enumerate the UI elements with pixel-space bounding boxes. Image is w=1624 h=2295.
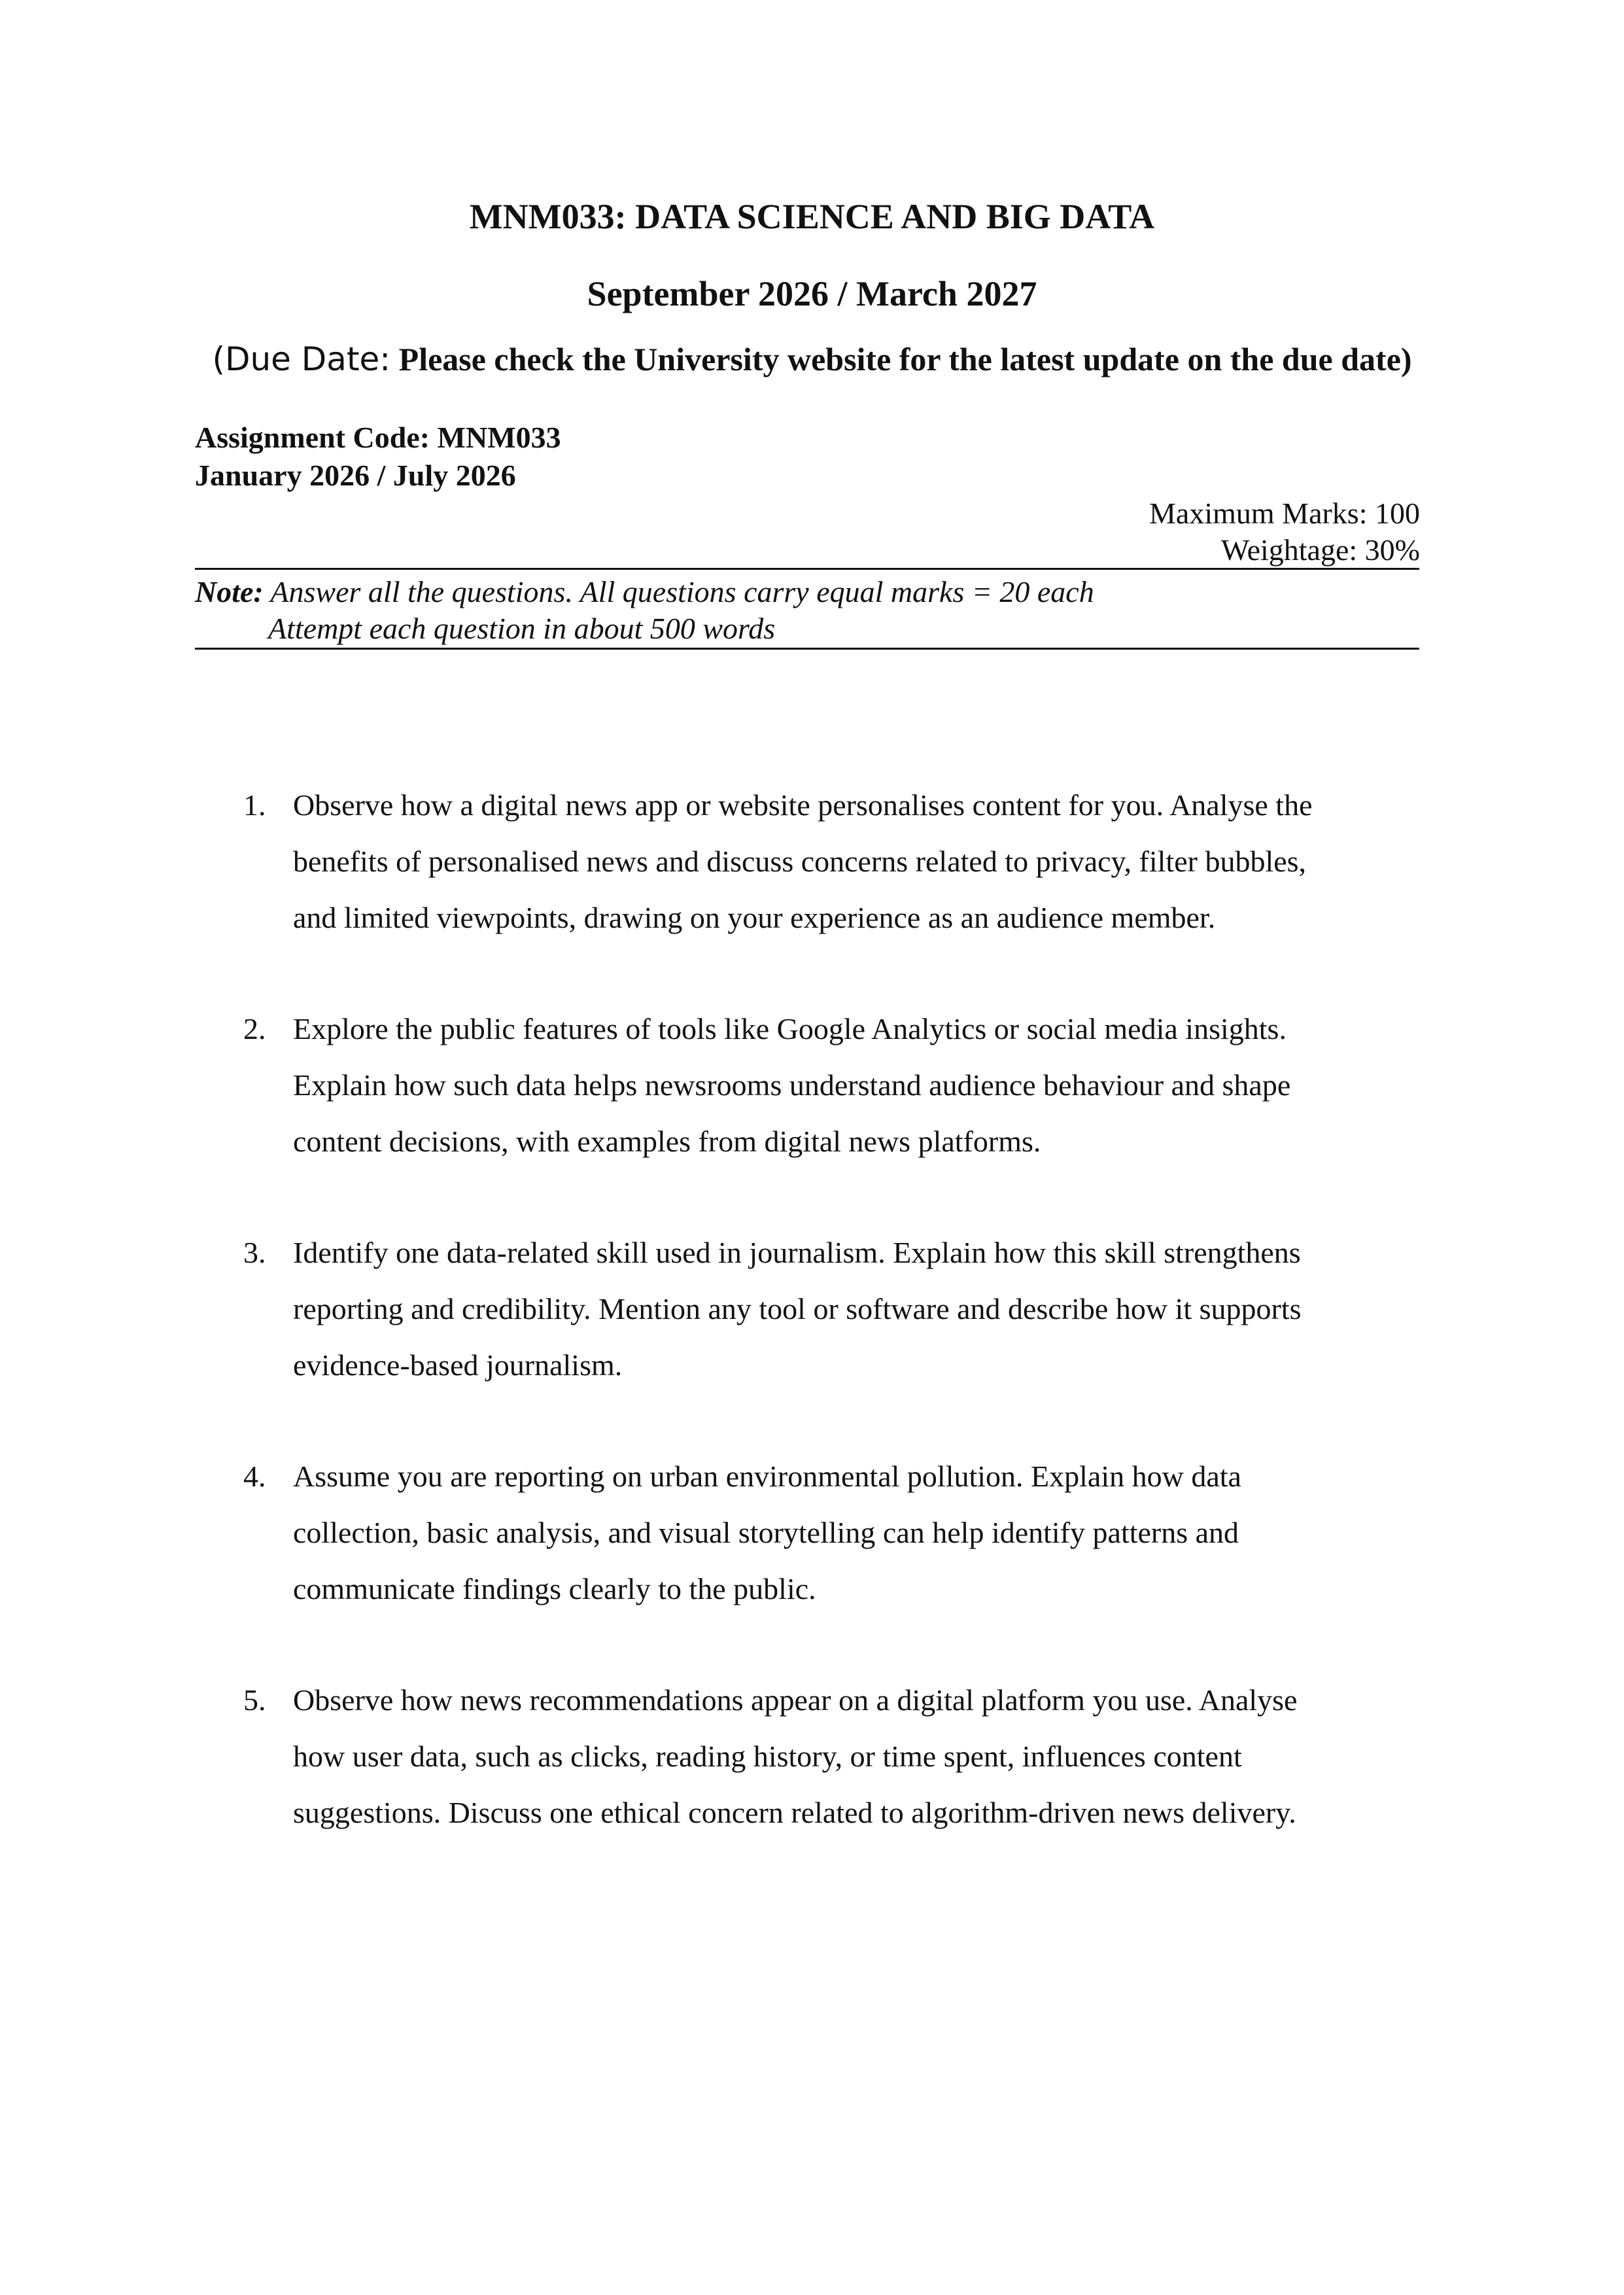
question-line: benefits of personalised news and discuss concerns related to privacy, filter bubbles,: [293, 845, 1307, 878]
question-line: Explore the public features of tools like Google Analytics or social media insights.: [293, 1012, 1287, 1045]
question-line: Observe how news recommendations appear on a digital platform you use. Analyse: [293, 1683, 1298, 1717]
question-line: how user data, such as clicks, reading history, or time spent, influences content: [293, 1740, 1242, 1773]
question-number: 3.: [243, 1236, 266, 1269]
due-date-line: [0, 340, 1624, 378]
note-top-rule: [195, 568, 1419, 570]
note-line-1: [195, 574, 1094, 609]
maximum-marks: Maximum Marks: 100: [1149, 497, 1420, 530]
note-label: Note:: [195, 575, 264, 608]
note-line-2: Attempt each question in about 500 words: [268, 612, 776, 645]
question-number: 1.: [243, 788, 266, 822]
question-list: [235, 777, 1413, 1896]
question-number: 4.: [243, 1460, 266, 1493]
question-line: Explain how such data helps newsrooms understand audience behaviour and shape: [293, 1068, 1291, 1102]
question-item: [235, 1225, 1413, 1393]
question-line: Assume you are reporting on urban environmental pollution. Explain how data: [293, 1460, 1241, 1493]
due-close-paren: ): [1400, 341, 1412, 377]
question-line: collection, basic analysis, and visual storytelling can help identify patterns and: [293, 1516, 1239, 1549]
question-line: reporting and credibility. Mention any tool or software and describe how it supports: [293, 1292, 1302, 1325]
session-title: September 2026 / March 2027: [587, 274, 1037, 313]
due-open-paren: (: [212, 340, 225, 378]
question-line: Identify one data-related skill used in journalism. Explain how this skill strengthens: [293, 1236, 1301, 1269]
question-item: [235, 1672, 1413, 1841]
question-item: [235, 777, 1413, 946]
question-item: [235, 1448, 1413, 1617]
question-item: [235, 1001, 1413, 1170]
course-title: MNM033: DATA SCIENCE AND BIG DATA: [469, 197, 1155, 236]
assignment-code: Assignment Code: MNM033: [195, 421, 561, 454]
question-number: 5.: [243, 1683, 266, 1717]
weightage: Weightage: 30%: [1220, 533, 1420, 567]
question-line: suggestions. Discuss one ethical concern related to algorithm-driven news delivery.: [293, 1796, 1296, 1829]
session-dates: January 2026 / July 2026: [195, 459, 516, 492]
due-date-text: Please check the University website for the latest update on the due date: [390, 341, 1401, 377]
note-bottom-rule: [195, 648, 1419, 650]
due-date-label: Due Date:: [224, 340, 391, 378]
question-line: evidence-based journalism.: [293, 1348, 623, 1382]
question-number: 2.: [243, 1012, 266, 1045]
question-line: communicate findings clearly to the public.: [293, 1572, 816, 1605]
note-text: Answer all the questions. All questions carry equal marks = 20 each: [263, 575, 1094, 608]
question-line: and limited viewpoints, drawing on your experience as an audience member.: [293, 901, 1216, 934]
question-line: Observe how a digital news app or website personalises content for you. Analyse the: [293, 788, 1313, 822]
question-line: content decisions, with examples from digital news platforms.: [293, 1125, 1041, 1158]
